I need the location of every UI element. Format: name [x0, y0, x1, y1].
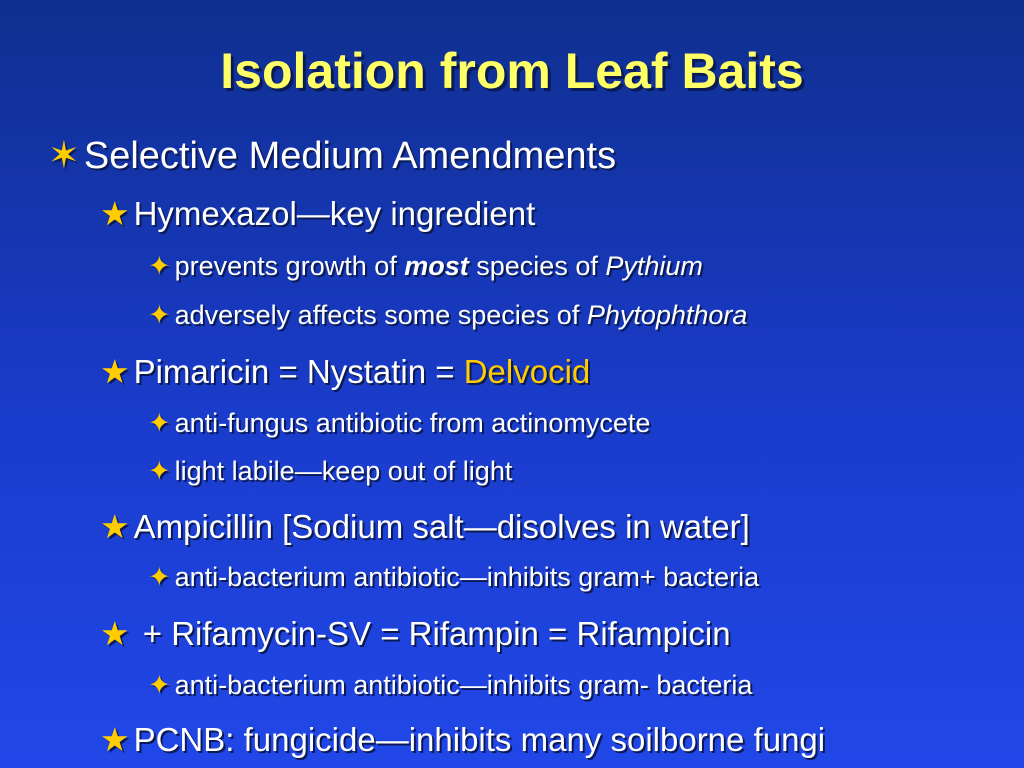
bullet-text: anti-bacterium antibiotic—inhibits gram- bacteria: [174, 670, 753, 700]
bullet-pcnb: [100, 720, 825, 759]
bullet-ampicillin: [100, 507, 750, 546]
bullet-adversely-affects: [148, 300, 747, 331]
sparkle-icon: ✦: [148, 456, 171, 486]
star-icon: ★: [100, 721, 130, 758]
bullet-anti-bacterium-gram-minus: [148, 670, 752, 701]
genus-pythium: Pythium: [605, 251, 703, 281]
bullet-text: adversely affects some species of: [174, 300, 587, 330]
bullet-rifamycin: [100, 614, 731, 653]
bullet-selective-medium: [48, 133, 616, 178]
bullet-text: species of: [468, 251, 606, 281]
genus-phytophthora: Phytophthora: [586, 300, 748, 330]
bullet-text: Selective Medium Amendments: [83, 135, 617, 177]
sparkle-icon: ✦: [148, 251, 171, 281]
bullet-text: prevents growth of: [174, 251, 405, 281]
star-icon: ★: [100, 508, 130, 545]
sparkle-icon: ✦: [148, 300, 171, 330]
emphasis-most: most: [404, 251, 469, 281]
star-icon: ★: [100, 353, 130, 390]
bullet-anti-bacterium-gram-plus: [148, 562, 759, 593]
bullet-pimaricin: [100, 352, 590, 391]
star-icon: ★: [100, 195, 130, 232]
sparkle-icon: ✦: [148, 670, 171, 700]
sparkle-icon: ✦: [148, 408, 171, 438]
bullet-text: + Rifamycin-SV = Rifampin = Rifampicin: [133, 615, 731, 652]
star-icon: ★: [100, 615, 130, 652]
sparkle-icon: ✦: [148, 562, 171, 592]
bullet-light-labile: [148, 456, 512, 487]
slide-title: Isolation from Leaf Baits: [220, 43, 804, 99]
bullet-text: light labile—keep out of light: [174, 456, 513, 486]
bullet-text: Pimaricin = Nystatin =: [133, 353, 464, 390]
bullet-text: Ampicillin [Sodium salt—disolves in water]: [133, 508, 750, 545]
bullet-text: PCNB: fungicide—inhibits many soilborne fungi: [133, 721, 826, 758]
bullet-hymexazol: [100, 194, 535, 233]
bullet-prevents-growth: [148, 251, 703, 282]
bullet-text: anti-fungus antibiotic from actinomycete: [174, 408, 651, 438]
bullet-text: anti-bacterium antibiotic—inhibits gram+ bacteria: [174, 562, 760, 592]
bullet-anti-fungus: [148, 408, 650, 439]
highlight-delvocid: Delvocid: [463, 353, 591, 390]
star-icon: ✶: [48, 135, 80, 177]
bullet-text: Hymexazol—key ingredient: [133, 195, 536, 232]
